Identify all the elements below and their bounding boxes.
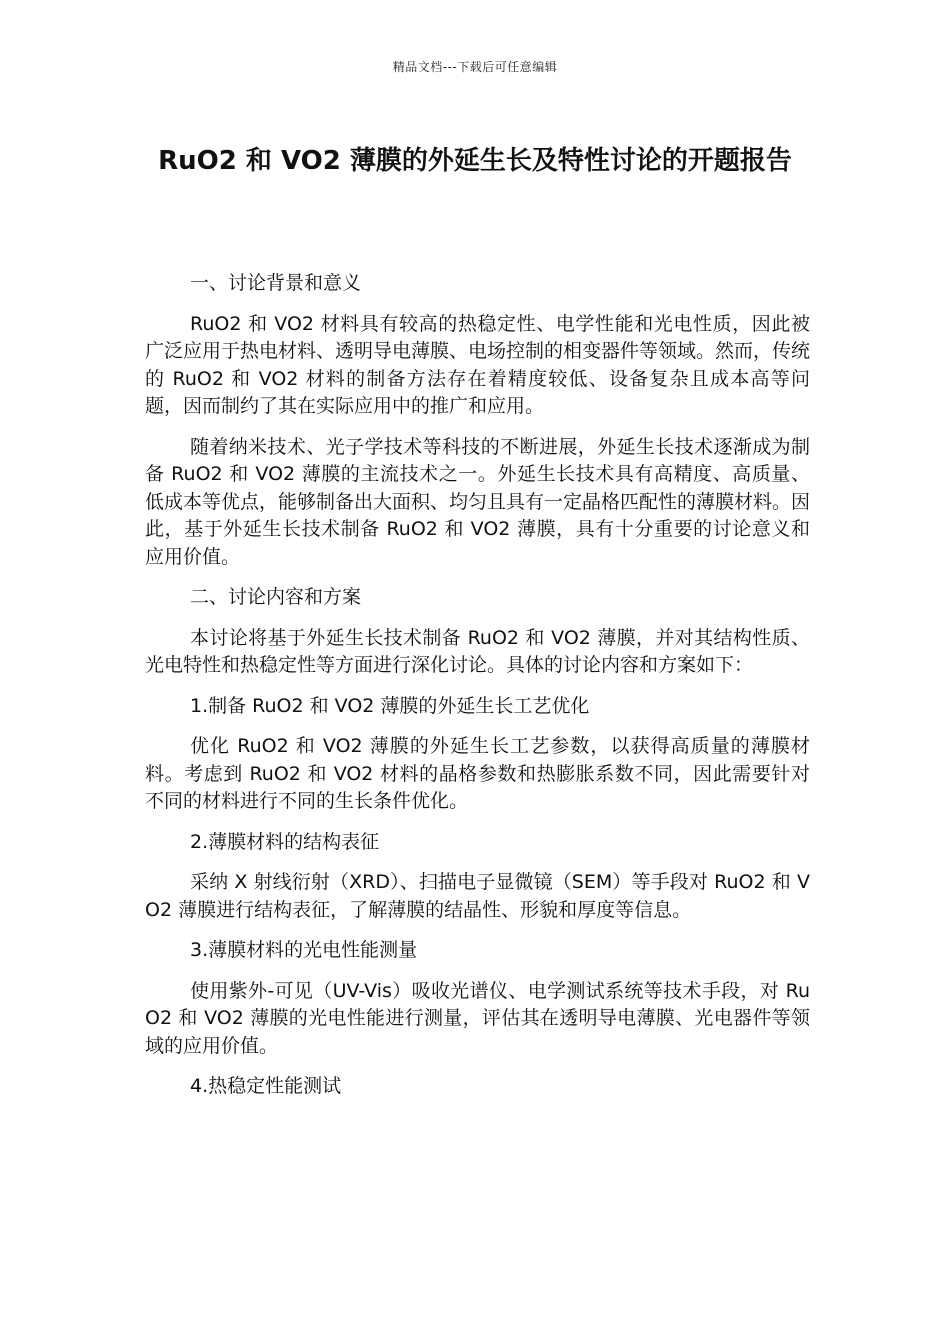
paragraph-content-intro: 本讨论将基于外延生长技术制备 RuO2 和 VO2 薄膜，并对其结构性质、光电特性和热稳定性等方面进行深化讨论。具体的讨论内容和方案如下： <box>145 626 810 676</box>
document-title: RuO2 和 VO2 薄膜的外延生长及特性讨论的开题报告 <box>158 146 792 176</box>
item-heading-1: 1.制备 RuO2 和 VO2 薄膜的外延生长工艺优化 <box>190 694 590 717</box>
item-heading-2: 2.薄膜材料的结构表征 <box>190 830 380 853</box>
paragraph-background-1: RuO2 和 VO2 材料具有较高的热稳定性、电学性能和光电性质，因此被广泛应用于热电材料、透明导电薄膜、电场控制的相变器件等领域。然而，传统的 RuO2 和 VO2 材料的制备方法存在着精度较低、设备复杂且成本高等问题，因而制约了其在实际应用中的推广和应用。 <box>145 312 811 417</box>
item-paragraph-1: 优化 RuO2 和 VO2 薄膜的外延生长工艺参数，以获得高质量的薄膜材料。考虑到 RuO2 和 VO2 材料的晶格参数和热膨胀系数不同，因此需要针对不同的材料进行不同的生长条件优化。 <box>145 735 810 812</box>
item-paragraph-2: 采纳 X 射线衍射（XRD）、扫描电子显微镜（SEM）等手段对 RuO2 和 VO2 薄膜进行结构表征，了解薄膜的结晶性、形貌和厚度等信息。 <box>145 871 810 921</box>
document-body <box>145 270 810 1101</box>
item-heading-3: 3.薄膜材料的光电性能测量 <box>190 939 418 961</box>
item-paragraph-3: 使用紫外-可见（UV-Vis）吸收光谱仪、电学测试系统等技术手段，对 RuO2 和 VO2 薄膜的光电性能进行测量，评估其在透明导电薄膜、光电器件等领域的应用价值。 <box>145 979 810 1057</box>
paragraph-background-2: 随着纳米技术、光子学技术等科技的不断进展，外延生长技术逐渐成为制备 RuO2 和 VO2 薄膜的主流技术之一。外延生长技术具有高精度、高质量、低成本等优点，能够制备出大面积、均匀且具有一定晶格匹配性的薄膜材料。因此，基于外延生长技术制备 RuO2 和 VO2 薄膜，具有十分重要的讨论意义和应用价值。 <box>145 435 811 568</box>
item-heading-4: 4.热稳定性能测试 <box>190 1075 342 1097</box>
section-heading-content: 二、讨论内容和方案 <box>190 586 362 608</box>
header-note: 精品文档---下载后可任意编辑 <box>392 60 558 74</box>
section-heading-background: 一、讨论背景和意义 <box>190 272 362 294</box>
